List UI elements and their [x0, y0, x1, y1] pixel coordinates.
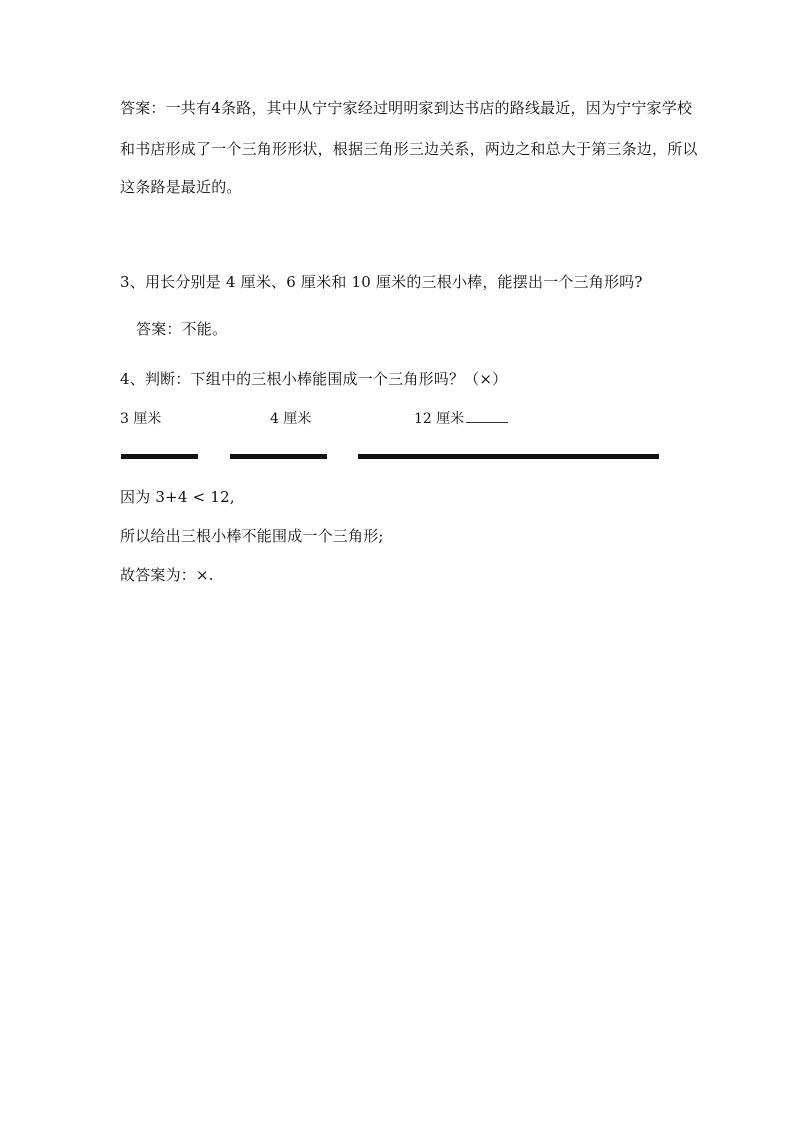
- stick-4cm: [230, 454, 327, 459]
- stick-label-12cm: 12 厘米: [414, 411, 465, 427]
- stick-12cm: [358, 454, 659, 459]
- answer-blank: [466, 412, 508, 423]
- answer-line-1: 答案：一共有4条路，其中从宁宁家经过明明家到达书店的路线最近，因为宁宁家学校: [120, 99, 693, 117]
- answer-line-2: 和书店形成了一个三角形形状，根据三角形三边关系，两边之和总大于第三条边，所以: [120, 140, 698, 158]
- answer-line-3: 这条路是最近的。: [120, 178, 242, 196]
- stick-label-4cm: 4 厘米: [270, 411, 312, 427]
- question-3-answer: 答案：不能。: [136, 320, 228, 338]
- stick-3cm: [121, 454, 198, 459]
- stick-label-12cm-wrap: [414, 409, 508, 429]
- conclusion-line: 故答案为：×.: [120, 566, 214, 584]
- question-3: 3、用长分别是 4 厘米、6 厘米和 10 厘米的三根小棒，能摆出一个三角形吗?: [120, 273, 643, 291]
- question-4: 4、判断：下组中的三根小棒能围成一个三角形吗？（×）: [120, 370, 508, 388]
- because-line: 因为 3+4 < 12,: [120, 488, 235, 506]
- stick-label-3cm: 3 厘米: [120, 411, 162, 427]
- therefore-line: 所以给出三根小棒不能围成一个三角形;: [120, 527, 384, 545]
